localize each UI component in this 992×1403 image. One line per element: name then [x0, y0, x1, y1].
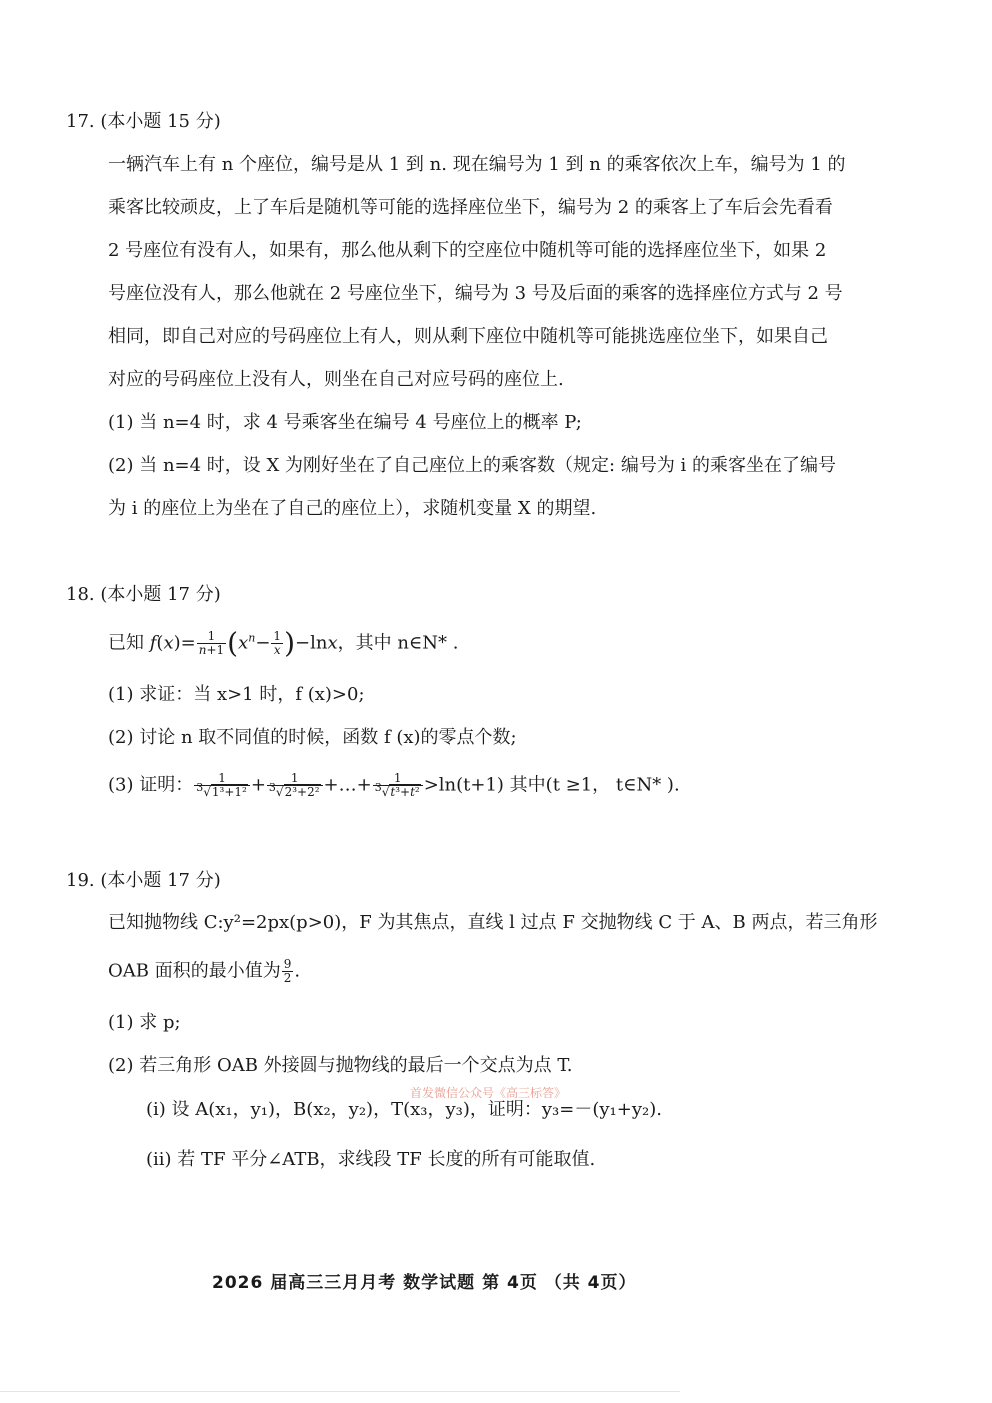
- q17-part2-line2: 为 i 的座位上为坐在了自己的座位上），求随机变量 X 的期望.: [108, 498, 597, 519]
- q19-part2: (2) 若三角形 OAB 外接圆与抛物线的最后一个交点为点 T.: [108, 1055, 573, 1076]
- watermark: 首发微信公众号《高三标答》: [410, 1086, 567, 1100]
- q19-intro-line1: 已知抛物线 C:y²=2px(p>0)，F 为其焦点，直线 l 过点 F 交抛物线 C 于 A、B 两点，若三角形: [108, 912, 878, 933]
- q19-part2-i: (i) 设 A(x₁，y₁)，B(x₂，y₂)，T(x₃，y₃)，证明：y₃=－(y₁+y₂).: [146, 1099, 662, 1120]
- q17-part2-line1: (2) 当 n=4 时，设 X 为刚好坐在了自己座位上的乘客数（规定: 编号为 i 的乘客坐在了编号: [108, 455, 837, 476]
- q17-line: 号座位没有人，那么他就在 2 号座位坐下，编号为 3 号及后面的乘客的选择座位方式与 2 号: [108, 283, 843, 304]
- q17-line: 2 号座位有没有人，如果有，那么他从剩下的空座位中随机等可能的选择座位坐下，如果 2: [108, 240, 827, 261]
- q17-line: 对应的号码座位上没有人，则坐在自己对应号码的座位上.: [108, 369, 564, 390]
- q18-intro-prefix: 已知: [108, 632, 150, 654]
- min-area-fraction: $\frac{9}{2}$: [283, 957, 292, 985]
- q19-intro-line2: OAB 面积的最小值为 $\frac{9}{2}$ .: [108, 957, 301, 985]
- q18-part3: (3) 证明： $\frac{1}{^3√1^3+1^2}$ + $\frac{1}{^3√2^3+2^2}$ +…+ $\frac{1}{^3√t^3+t^2}$ >ln(t+1) 其中(t ≥1， t∈N* ).: [108, 771, 680, 799]
- q17-line: 相同，即自己对应的号码座位上有人，则从剩下座位中随机等可能挑选座位坐下，如果自己: [108, 326, 828, 347]
- q18-heading: 18. (本小题 17 分): [66, 584, 221, 605]
- q17-line: 一辆汽车上有 n 个座位，编号是从 1 到 n. 现在编号为 1 到 n 的乘客依次上车，编号为 1 的: [108, 154, 846, 175]
- page-footer: 2026 届高三三月月考 数学试题 第 4页 （共 4页）: [212, 1273, 637, 1293]
- q18-intro: 已知 f(x)= $\frac{1}{n+1}$ ($x^n-$ $\frac{1}{x}$ )−lnx，其中 n∈N* .: [108, 626, 459, 660]
- function-formula: f: [149, 632, 157, 654]
- q18-part2: (2) 讨论 n 取不同值的时候，函数 f (x)的零点个数;: [108, 727, 517, 748]
- q18-part1: (1) 求证：当 x>1 时，f (x)>0;: [108, 684, 365, 705]
- q17-part1: (1) 当 n=4 时，求 4 号乘客坐在编号 4 号座位上的概率 P;: [108, 412, 582, 433]
- q17-heading: 17. (本小题 15 分): [66, 111, 221, 132]
- q19-intro-line2-prefix: OAB 面积的最小值为: [108, 960, 281, 982]
- sum-term: $\frac{1}{^3√t^3+t^2}$: [373, 772, 423, 799]
- q17-body: [108, 143, 908, 401]
- q17-line: 乘客比较顽皮，上了车后是随机等可能的选择座位坐下，编号为 2 的乘客上了车后会先看看: [108, 197, 833, 218]
- sum-term: $\frac{1}{^3√1^3+1^2}$: [194, 772, 250, 799]
- scan-edge-divider: [0, 1391, 680, 1392]
- q18-intro-suffix: ，其中 n∈N* .: [337, 632, 459, 654]
- q19-part1: (1) 求 p;: [108, 1012, 181, 1033]
- q18-part3-prefix: (3) 证明：: [108, 774, 194, 796]
- q19-heading: 19. (本小题 17 分): [66, 870, 221, 891]
- sum-term: $\frac{1}{^3√2^3+2^2}$: [267, 772, 323, 799]
- q19-part2-ii: (ii) 若 TF 平分∠ATB，求线段 TF 长度的所有可能取值.: [146, 1149, 596, 1170]
- q18-part3-suffix: >ln(t+1) 其中(t ≥1， t∈N* ).: [423, 774, 680, 796]
